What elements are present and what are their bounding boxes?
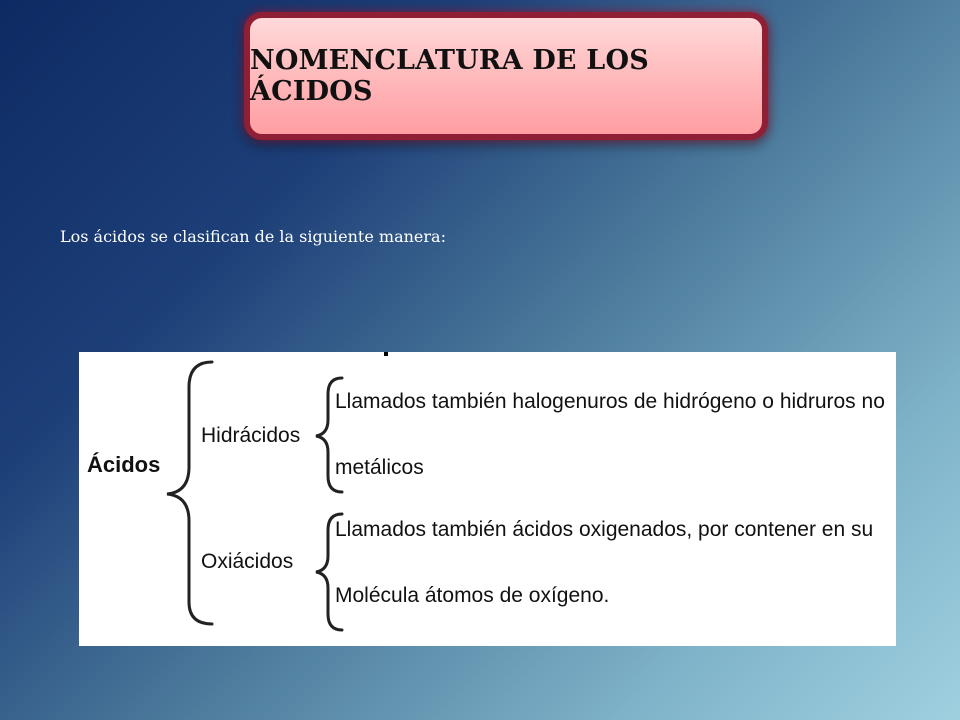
- intro-text: Los ácidos se clasifican de la siguiente manera:: [60, 227, 446, 246]
- hidracidos-description-line-2: metálicos: [335, 456, 424, 479]
- title-box: [244, 12, 768, 140]
- branch-label-hidracidos: Hidrácidos: [201, 424, 301, 447]
- slide-title: NOMENCLATURA DE LOS ÁCIDOS: [250, 45, 649, 107]
- root-label: Ácidos: [87, 452, 161, 477]
- classification-diagram: [79, 352, 896, 646]
- oxiacidos-description-line-2: Molécula átomos de oxígeno.: [335, 584, 610, 607]
- branch-label-oxiacidos: Oxiácidos: [201, 550, 294, 573]
- oxiacidos-description-line-1: Llamados también ácidos oxigenados, por contener en su: [335, 518, 874, 541]
- decorative-mark: [384, 352, 388, 356]
- hidracidos-description-line-1: Llamados también halogenuros de hidrógeno o hidruros no: [335, 390, 885, 413]
- main-brace: [167, 362, 212, 624]
